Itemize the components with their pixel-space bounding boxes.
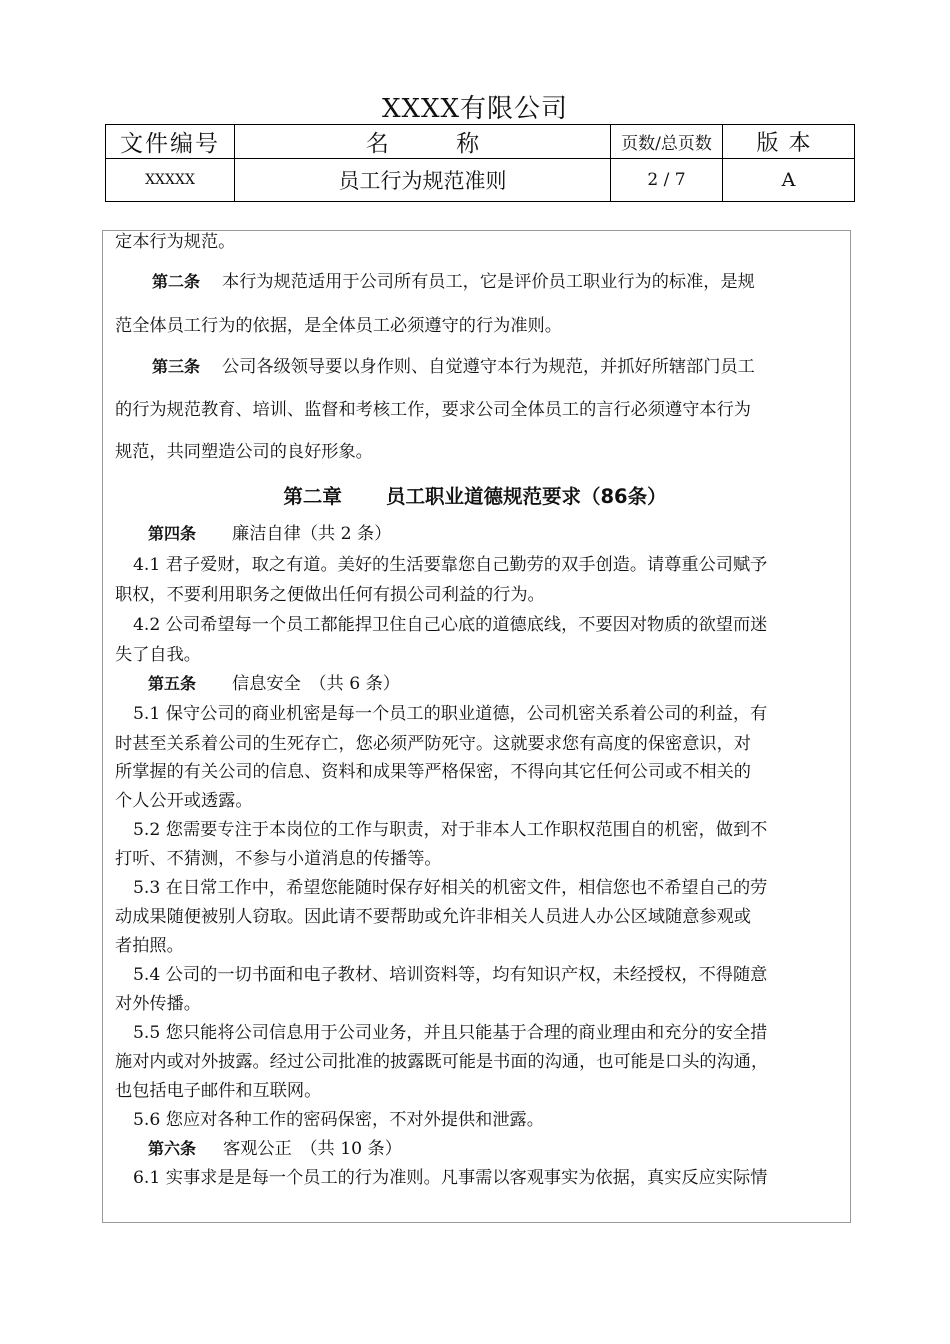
article-title: 信息安全 （共 6 条） [232,674,400,694]
body-line: 范全体员工行为的依据，是全体员工必须遵守的行为准则。 [115,316,562,336]
article-3 [152,355,755,379]
clause: 施对内或对外披露。经过公司批准的披露既可能是书面的沟通，也可能是口头的沟通， [115,1052,769,1072]
clause: 失了自我。 [115,645,201,665]
clause: 5.1 保守公司的商业机密是每一个员工的职业道德，公司机密关系着公司的利益，有 [133,704,768,724]
clause: 5.6 您应对各种工作的密码保密，不对外提供和泄露。 [133,1110,544,1130]
article-text: 公司各级领导要以身作则、自觉遵守本行为规范，并抓好所辖部门员工 [222,357,755,377]
file-no-value: XXXXX [106,159,235,202]
clause: 4.2 公司希望每一个员工都能捍卫住自己心底的道德底线，不要因对物质的欲望而迷 [133,615,768,635]
doc-name-value: 员工行为规范准则 [235,159,611,202]
article-4 [148,522,391,546]
article-label: 第二条 [152,272,201,291]
document-header-table [105,124,855,202]
chapter-number: 第二章 [283,485,342,508]
header-file-no-label: 文件编号 [106,125,235,159]
clause: 4.1 君子爱财，取之有道。美好的生活要靠您自己勤劳的双手创造。请尊重公司赋予 [133,555,768,575]
clause: 6.1 实事求是是每一个员工的行为准则。凡事需以客观事实为依据，真实反应实际情 [133,1168,768,1188]
header-name-label: 名 称 [235,125,611,159]
chapter-title: 员工职业道德规范要求（86条） [385,485,667,508]
article-6 [148,1137,402,1161]
article-5 [148,672,400,696]
article-label: 第四条 [148,524,197,543]
clause: 对外传播。 [115,994,201,1014]
clause: 动成果随便被别人窃取。因此请不要帮助或允许非相关人员进人办公区域随意参观或 [115,907,751,927]
article-2 [152,270,755,294]
header-pages-label: 页数/总页数 [611,125,723,159]
clause: 5.5 您只能将公司信息用于公司业务，并且只能基于合理的商业理由和充分的安全措 [133,1023,768,1043]
article-label: 第五条 [148,674,197,693]
clause: 5.4 公司的一切书面和电子教材、培训资料等，均有知识产权，未经授权，不得随意 [133,965,768,985]
clause: 5.3 在日常工作中，希望您能随时保存好相关的机密文件，相信您也不希望自己的劳 [133,878,768,898]
clause: 5.2 您需要专注于本岗位的工作与职责，对于非本人工作职权范围自的机密，做到不 [133,820,768,840]
clause: 也包括电子邮件和互联网。 [115,1081,322,1101]
article-title: 廉洁自律（共 2 条） [232,524,392,544]
clause: 者拍照。 [115,936,184,956]
article-label: 第六条 [148,1139,197,1158]
header-version-label: 版本 [723,125,855,159]
body-line: 定本行为规范。 [115,232,236,252]
article-text: 本行为规范适用于公司所有员工，它是评价员工职业行为的标准，是规 [222,272,755,292]
article-label: 第三条 [152,357,201,376]
clause: 打听、不猜测，不参与小道消息的传播等。 [115,849,442,869]
clause: 所掌握的有关公司的信息、资料和成果等严格保密，不得向其它任何公司或不相关的 [115,762,751,782]
article-title: 客观公正 （共 10 条） [223,1139,402,1159]
company-title: XXXX有限公司 [381,94,569,124]
chapter-heading [0,481,950,509]
clause: 个人公开或透露。 [115,791,253,811]
clause: 职权，不要利用职务之便做出任何有损公司利益的行为。 [115,585,545,605]
body-line: 的行为规范教育、培训、监督和考核工作，要求公司全体员工的言行必须遵守本行为 [115,400,751,420]
page-value: 2 / 7 [611,159,723,202]
version-value: A [723,159,855,202]
body-line: 规范，共同塑造公司的良好形象。 [115,442,373,462]
clause: 时甚至关系着公司的生死存亡，您必须严防死守。这就要求您有高度的保密意识，对 [115,734,751,754]
